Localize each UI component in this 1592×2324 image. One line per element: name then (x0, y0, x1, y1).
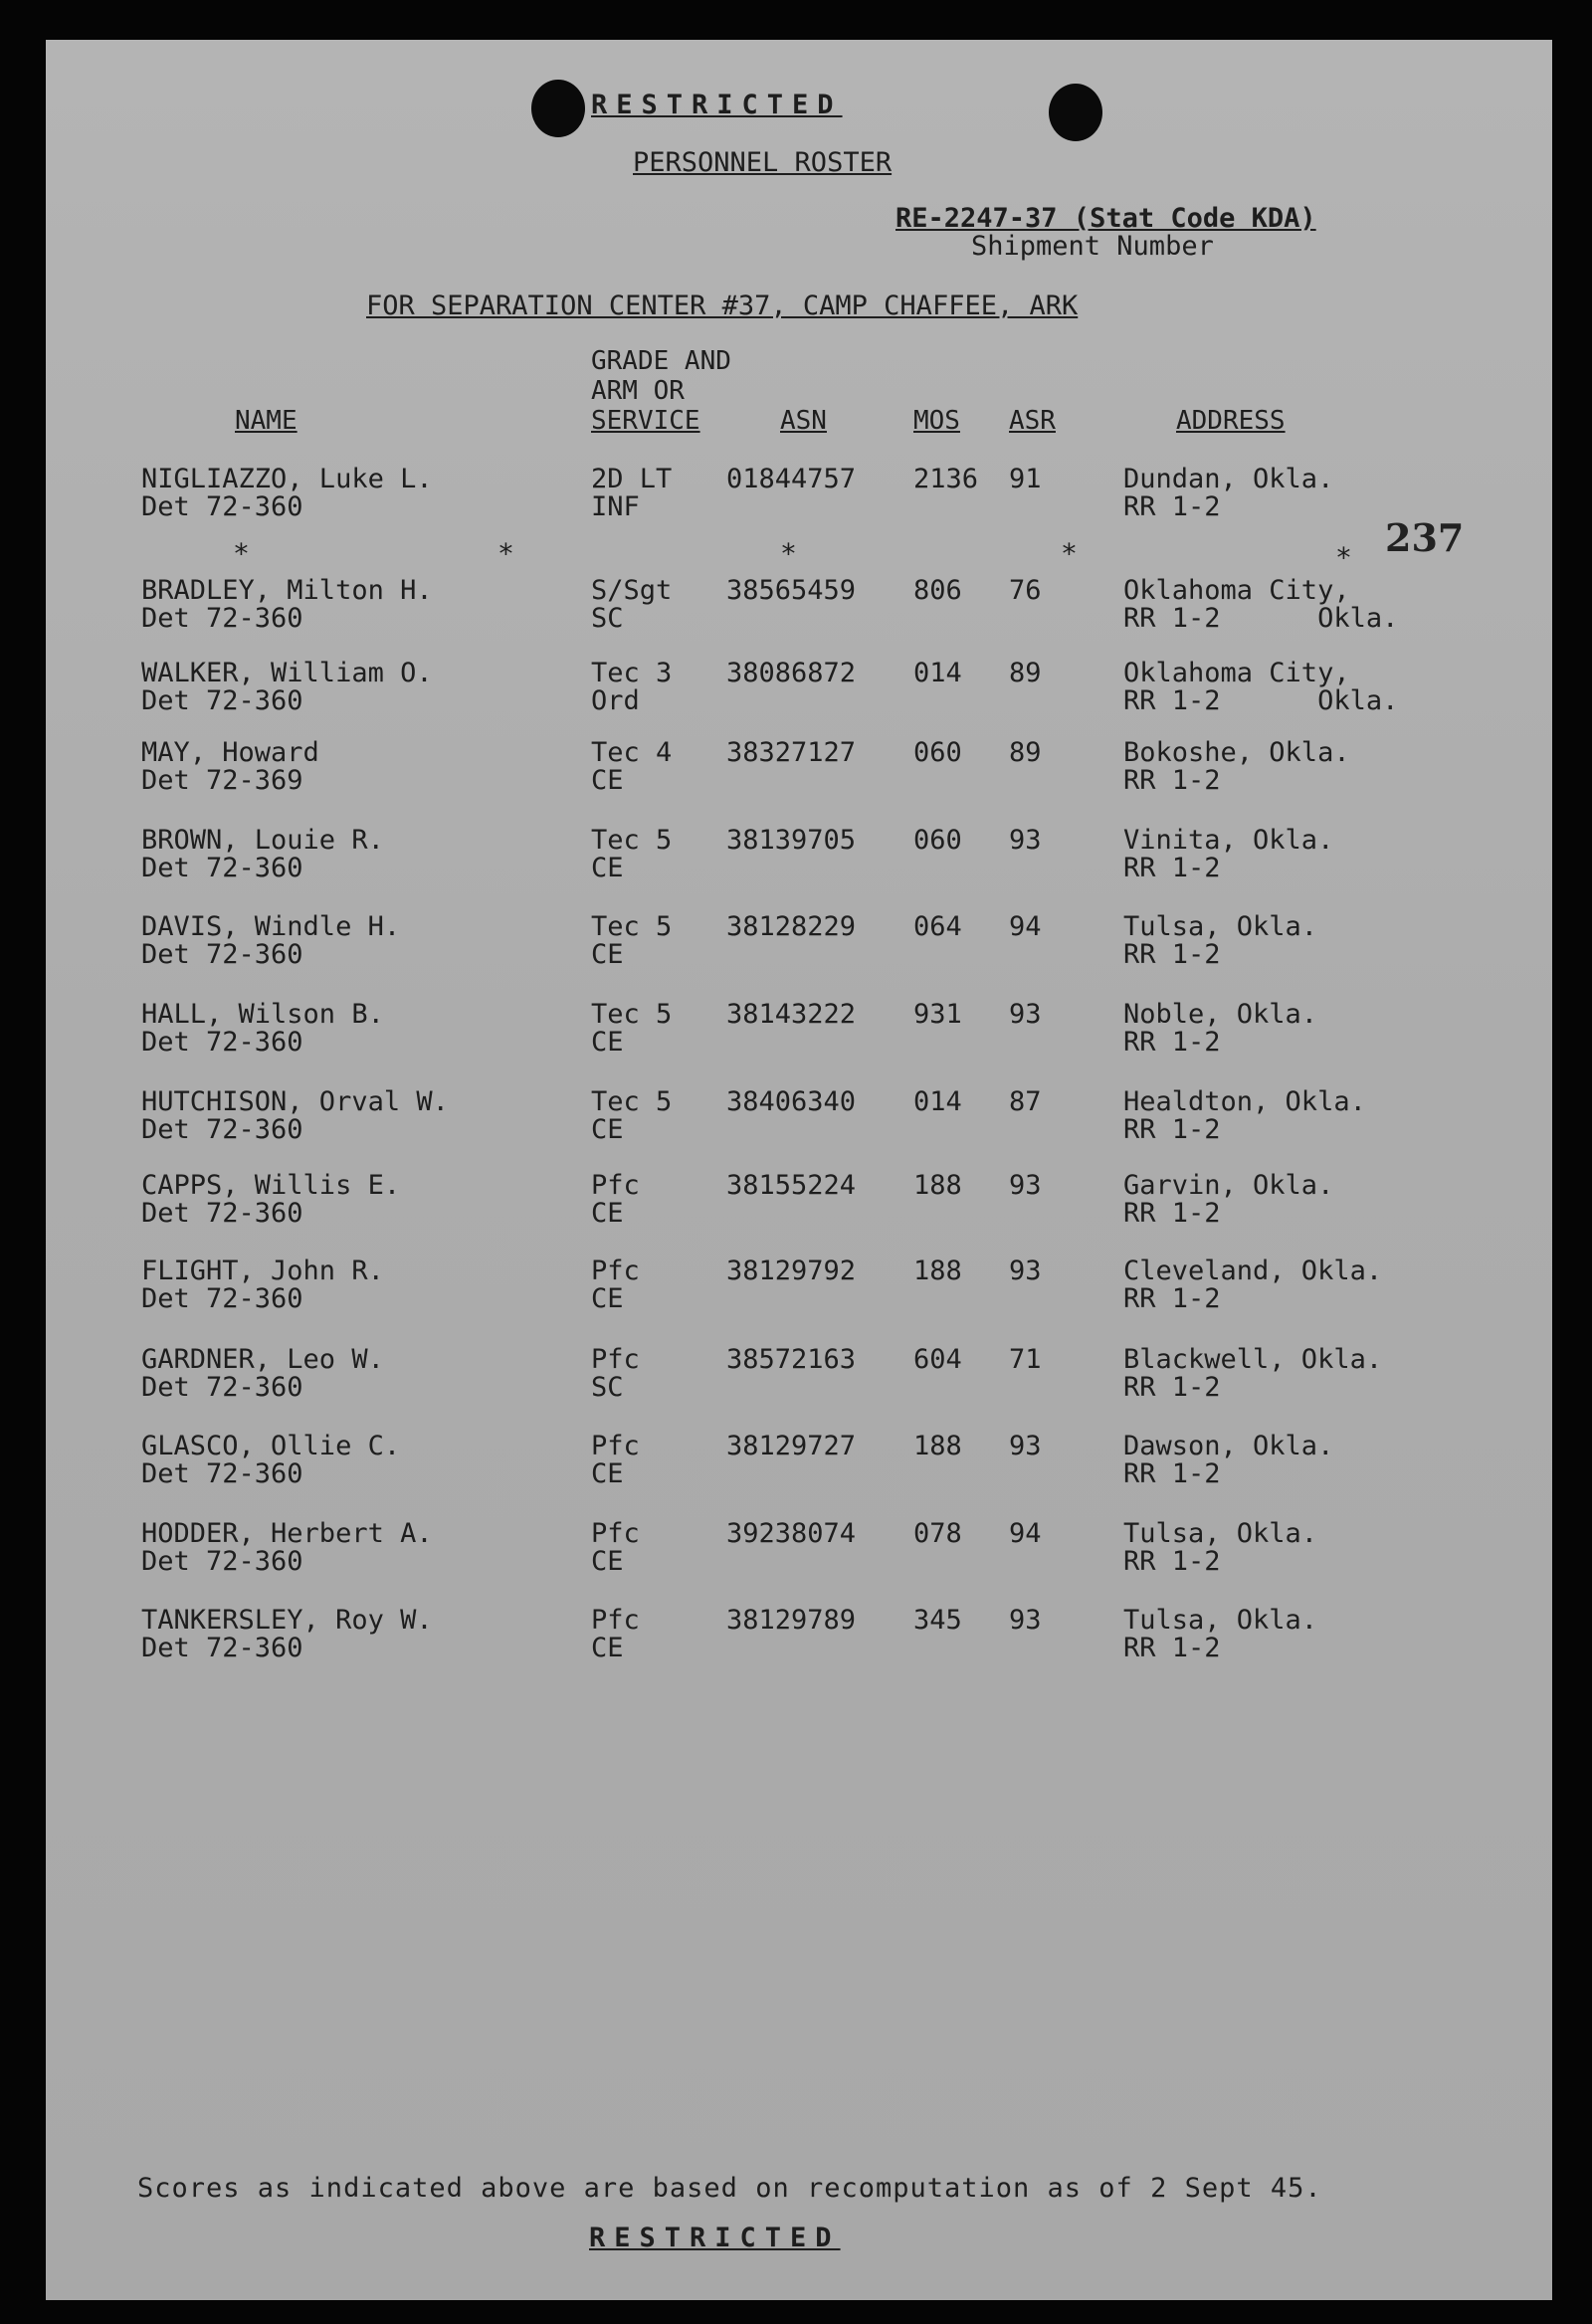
table-cell (141, 739, 319, 795)
soldier-name: CAPPS, Willis E. (141, 1170, 401, 1201)
table-cell (591, 1346, 640, 1402)
table-cell (591, 913, 672, 969)
table-cell (591, 660, 672, 715)
asr-cell: 87 (1009, 1086, 1042, 1117)
table-row (46, 1607, 1552, 1676)
arm-or-service: SC (591, 1372, 624, 1403)
table-cell (591, 577, 672, 633)
asr-cell: 91 (1009, 464, 1042, 494)
table-row (46, 577, 1552, 647)
address-line: Oklahoma City, (1123, 575, 1350, 606)
address-line-2: RR 1-2 (1123, 1027, 1221, 1058)
grade: Pfc (591, 1605, 640, 1636)
table-cell (726, 1088, 856, 1116)
table-cell (591, 1607, 640, 1662)
table-row (46, 1088, 1552, 1158)
table-cell (913, 1520, 962, 1548)
asr-cell: 94 (1009, 911, 1042, 942)
arm-or-service: CE (591, 939, 624, 970)
address-line: Blackwell, Okla. (1123, 1344, 1383, 1375)
detachment: Det 72-360 (141, 1027, 303, 1058)
asr-cell: 93 (1009, 1605, 1042, 1636)
asr-cell: 89 (1009, 658, 1042, 688)
table-cell (913, 913, 962, 941)
asn-cell: 38327127 (726, 737, 857, 768)
grade: Pfc (591, 1518, 640, 1549)
arm-or-service: CE (591, 765, 624, 796)
table-cell (726, 1520, 856, 1548)
asn-cell: 38565459 (726, 575, 857, 606)
asr-cell: 71 (1009, 1344, 1042, 1375)
table-cell (141, 1433, 400, 1488)
grade: Pfc (591, 1170, 640, 1201)
table-cell (913, 1001, 962, 1029)
address-line-2: RR 1-2 (1123, 1198, 1221, 1229)
soldier-name: DAVIS, Windle H. (141, 911, 401, 942)
table-cell (1123, 739, 1350, 795)
address-line-2: RR 1-2 (1123, 1372, 1221, 1403)
table-cell (591, 1433, 640, 1488)
separator-star: * (233, 537, 250, 570)
separator-star: * (498, 537, 514, 570)
detachment: Det 72-360 (141, 603, 303, 634)
detachment: Det 72-360 (141, 1633, 303, 1663)
address-line-2: RR 1-2 Okla. (1123, 685, 1399, 716)
table-cell (726, 1258, 856, 1285)
roster-title: PERSONNEL ROSTER (633, 147, 893, 178)
address-line: Cleveland, Okla. (1123, 1256, 1383, 1286)
table-cell (726, 577, 856, 605)
grade: Tec 5 (591, 825, 673, 856)
address-line: Tulsa, Okla. (1123, 1518, 1318, 1549)
table-cell (913, 1346, 962, 1374)
detachment: Det 72-360 (141, 1372, 303, 1403)
table-cell (1123, 1172, 1333, 1228)
grade: Tec 4 (591, 737, 673, 768)
table-cell (1123, 1607, 1317, 1662)
soldier-name: BROWN, Louie R. (141, 825, 384, 856)
table-cell (913, 827, 962, 855)
page-number-stamp: 237 (1385, 515, 1465, 560)
asn-cell: 38139705 (726, 825, 857, 856)
address-line: Healdton, Okla. (1123, 1086, 1366, 1117)
table-cell (1009, 660, 1042, 687)
address-line: Vinita, Okla. (1123, 825, 1334, 856)
table-cell (1123, 466, 1333, 521)
table-cell (141, 827, 384, 882)
table-cell (1009, 577, 1042, 605)
soldier-name: HODDER, Herbert A. (141, 1518, 433, 1549)
asn-cell: 38572163 (726, 1344, 857, 1375)
table-cell (1009, 1088, 1042, 1116)
scores-footnote: Scores as indicated above are based on recomputation as of 2 Sept 45. (137, 2173, 1322, 2204)
table-row (46, 827, 1552, 896)
detachment: Det 72-360 (141, 939, 303, 970)
mos-cell: 014 (913, 658, 962, 688)
table-cell (1009, 913, 1042, 941)
soldier-name: HUTCHISON, Orval W. (141, 1086, 449, 1117)
address-line: Oklahoma City, (1123, 658, 1350, 688)
asn-cell: 38129789 (726, 1605, 857, 1636)
soldier-name: TANKERSLEY, Roy W. (141, 1605, 433, 1636)
mos-cell: 931 (913, 999, 962, 1030)
mos-cell: 188 (913, 1256, 962, 1286)
detachment: Det 72-360 (141, 1198, 303, 1229)
table-cell (141, 1258, 384, 1313)
asr-cell: 89 (1009, 737, 1042, 768)
address-line-2: RR 1-2 (1123, 1546, 1221, 1577)
grade: Tec 3 (591, 658, 673, 688)
shipment-label: Shipment Number (971, 231, 1214, 262)
soldier-name: NIGLIAZZO, Luke L. (141, 464, 433, 494)
table-cell (591, 739, 672, 795)
table-cell (1009, 1433, 1042, 1460)
table-cell (141, 466, 433, 521)
table-cell (141, 913, 400, 969)
grade: 2D LT (591, 464, 673, 494)
soldier-name: GARDNER, Leo W. (141, 1344, 384, 1375)
soldier-name: BRADLEY, Milton H. (141, 575, 433, 606)
table-row (46, 739, 1552, 809)
asr-cell: 93 (1009, 825, 1042, 856)
table-cell (591, 827, 672, 882)
address-line: Garvin, Okla. (1123, 1170, 1334, 1201)
mos-cell: 064 (913, 911, 962, 942)
table-cell (141, 1346, 384, 1402)
arm-or-service: CE (591, 1633, 624, 1663)
table-cell (726, 1607, 856, 1635)
document-page (46, 40, 1552, 2300)
table-cell (1123, 1346, 1382, 1402)
detachment: Det 72-369 (141, 765, 303, 796)
address-line-2: RR 1-2 Okla. (1123, 603, 1399, 634)
table-cell (1009, 1258, 1042, 1285)
detachment: Det 72-360 (141, 685, 303, 716)
address-line: Bokoshe, Okla. (1123, 737, 1350, 768)
arm-or-service: INF (591, 491, 640, 522)
table-row (46, 466, 1552, 535)
table-cell (913, 1433, 962, 1460)
table-cell (913, 466, 978, 493)
arm-or-service: CE (591, 1114, 624, 1145)
table-cell (591, 1520, 640, 1576)
table-row (46, 1346, 1552, 1416)
table-cell (141, 660, 433, 715)
address-line-2: RR 1-2 (1123, 1283, 1221, 1314)
arm-or-service: CE (591, 1198, 624, 1229)
asr-cell: 93 (1009, 1431, 1042, 1461)
mos-cell: 078 (913, 1518, 962, 1549)
table-cell (913, 660, 962, 687)
table-cell (1009, 827, 1042, 855)
separator-star: * (1061, 537, 1078, 570)
address-line-2: RR 1-2 (1123, 1114, 1221, 1145)
asn-cell: 38128229 (726, 911, 857, 942)
address-line-2: RR 1-2 (1123, 491, 1221, 522)
table-cell (913, 739, 962, 767)
asn-cell: 38129727 (726, 1431, 857, 1461)
table-row (46, 1258, 1552, 1327)
mos-cell: 060 (913, 737, 962, 768)
table-row (46, 1001, 1552, 1070)
table-cell (1009, 1520, 1042, 1548)
asr-cell: 93 (1009, 999, 1042, 1030)
grade: Pfc (591, 1431, 640, 1461)
restricted-header: RESTRICTED (591, 90, 843, 120)
table-row (46, 1520, 1552, 1590)
column-header-name: NAME (235, 406, 298, 436)
soldier-name: WALKER, William O. (141, 658, 433, 688)
address-line-2: RR 1-2 (1123, 853, 1221, 883)
asn-cell: 38155224 (726, 1170, 857, 1201)
detachment: Det 72-360 (141, 1458, 303, 1489)
soldier-name: GLASCO, Ollie C. (141, 1431, 401, 1461)
table-cell (1123, 913, 1317, 969)
detachment: Det 72-360 (141, 491, 303, 522)
table-cell (141, 1172, 400, 1228)
address-line-2: RR 1-2 (1123, 1458, 1221, 1489)
grade: Tec 5 (591, 911, 673, 942)
detachment: Det 72-360 (141, 853, 303, 883)
table-cell (1123, 577, 1398, 633)
table-cell (1123, 1088, 1366, 1144)
asn-cell: 38406340 (726, 1086, 857, 1117)
table-cell (1009, 1346, 1042, 1374)
table-cell (1009, 739, 1042, 767)
detachment: Det 72-360 (141, 1114, 303, 1145)
table-cell (913, 1172, 962, 1200)
table-row (46, 1172, 1552, 1242)
detachment: Det 72-360 (141, 1546, 303, 1577)
asn-cell: 38129792 (726, 1256, 857, 1286)
asr-cell: 93 (1009, 1256, 1042, 1286)
address-line: Dawson, Okla. (1123, 1431, 1334, 1461)
arm-or-service: CE (591, 1027, 624, 1058)
mos-cell: 806 (913, 575, 962, 606)
table-cell (1123, 660, 1398, 715)
table-cell (726, 660, 856, 687)
arm-or-service: Ord (591, 685, 640, 716)
table-cell (913, 1258, 962, 1285)
punch-hole-left (531, 80, 585, 137)
table-cell (591, 1258, 640, 1313)
detachment: Det 72-360 (141, 1283, 303, 1314)
mos-cell: 2136 (913, 464, 979, 494)
table-cell (726, 913, 856, 941)
mos-cell: 060 (913, 825, 962, 856)
column-header-address: ADDRESS (1176, 406, 1286, 436)
table-cell (1123, 827, 1333, 882)
address-line: Tulsa, Okla. (1123, 911, 1318, 942)
asn-cell: 39238074 (726, 1518, 857, 1549)
table-cell (913, 1088, 962, 1116)
shipment-code: RE-2247-37 (Stat Code KDA) (896, 203, 1316, 234)
separation-center-title: FOR SEPARATION CENTER #37, CAMP CHAFFEE, ARK (366, 290, 1079, 321)
table-cell (726, 466, 856, 493)
punch-hole-right (1049, 84, 1102, 141)
address-line: Noble, Okla. (1123, 999, 1318, 1030)
asn-cell: 01844757 (726, 464, 857, 494)
mos-cell: 604 (913, 1344, 962, 1375)
address-line-2: RR 1-2 (1123, 765, 1221, 796)
asr-cell: 94 (1009, 1518, 1042, 1549)
table-cell (591, 1001, 672, 1057)
column-header-grade: GRADE AND ARM OR SERVICE (591, 346, 731, 436)
arm-or-service: CE (591, 1283, 624, 1314)
table-cell (726, 1001, 856, 1029)
arm-or-service: CE (591, 1546, 624, 1577)
table-cell (1009, 1172, 1042, 1200)
table-cell (726, 1433, 856, 1460)
asr-cell: 76 (1009, 575, 1042, 606)
asr-cell: 93 (1009, 1170, 1042, 1201)
table-cell (726, 739, 856, 767)
table-cell (591, 466, 672, 521)
mos-cell: 188 (913, 1431, 962, 1461)
table-cell (591, 1172, 640, 1228)
table-cell (141, 1088, 449, 1144)
column-header-mos: MOS (913, 406, 960, 436)
address-line: Tulsa, Okla. (1123, 1605, 1318, 1636)
grade: Tec 5 (591, 999, 673, 1030)
column-header-asr: ASR (1009, 406, 1056, 436)
soldier-name: MAY, Howard (141, 737, 319, 768)
mos-cell: 014 (913, 1086, 962, 1117)
grade: Tec 5 (591, 1086, 673, 1117)
address-line-2: RR 1-2 (1123, 1633, 1221, 1663)
mos-cell: 345 (913, 1605, 962, 1636)
asn-cell: 38143222 (726, 999, 857, 1030)
grade: Pfc (591, 1344, 640, 1375)
table-cell (141, 1520, 433, 1576)
arm-or-service: SC (591, 603, 624, 634)
address-line-2: RR 1-2 (1123, 939, 1221, 970)
table-row (46, 660, 1552, 729)
table-row (46, 913, 1552, 983)
arm-or-service: CE (591, 1458, 624, 1489)
table-cell (726, 827, 856, 855)
separator-star: * (780, 537, 797, 570)
asn-cell: 38086872 (726, 658, 857, 688)
grade: S/Sgt (591, 575, 673, 606)
table-row (46, 1433, 1552, 1502)
table-cell (726, 1172, 856, 1200)
table-cell (913, 1607, 962, 1635)
table-cell (141, 1001, 384, 1057)
mos-cell: 188 (913, 1170, 962, 1201)
table-cell (141, 577, 433, 633)
table-cell (591, 1088, 672, 1144)
table-cell (141, 1607, 433, 1662)
grade: Pfc (591, 1256, 640, 1286)
table-cell (1123, 1433, 1333, 1488)
arm-or-service: CE (591, 853, 624, 883)
separator-star: * (1335, 541, 1352, 574)
soldier-name: HALL, Wilson B. (141, 999, 384, 1030)
table-cell (726, 1346, 856, 1374)
address-line: Dundan, Okla. (1123, 464, 1334, 494)
table-cell (1009, 1001, 1042, 1029)
restricted-footer: RESTRICTED (589, 2223, 841, 2253)
table-cell (1123, 1520, 1317, 1576)
column-header-asn: ASN (780, 406, 827, 436)
table-cell (1009, 1607, 1042, 1635)
table-cell (1009, 466, 1042, 493)
soldier-name: FLIGHT, John R. (141, 1256, 384, 1286)
table-cell (1123, 1258, 1382, 1313)
table-cell (1123, 1001, 1317, 1057)
table-cell (913, 577, 962, 605)
